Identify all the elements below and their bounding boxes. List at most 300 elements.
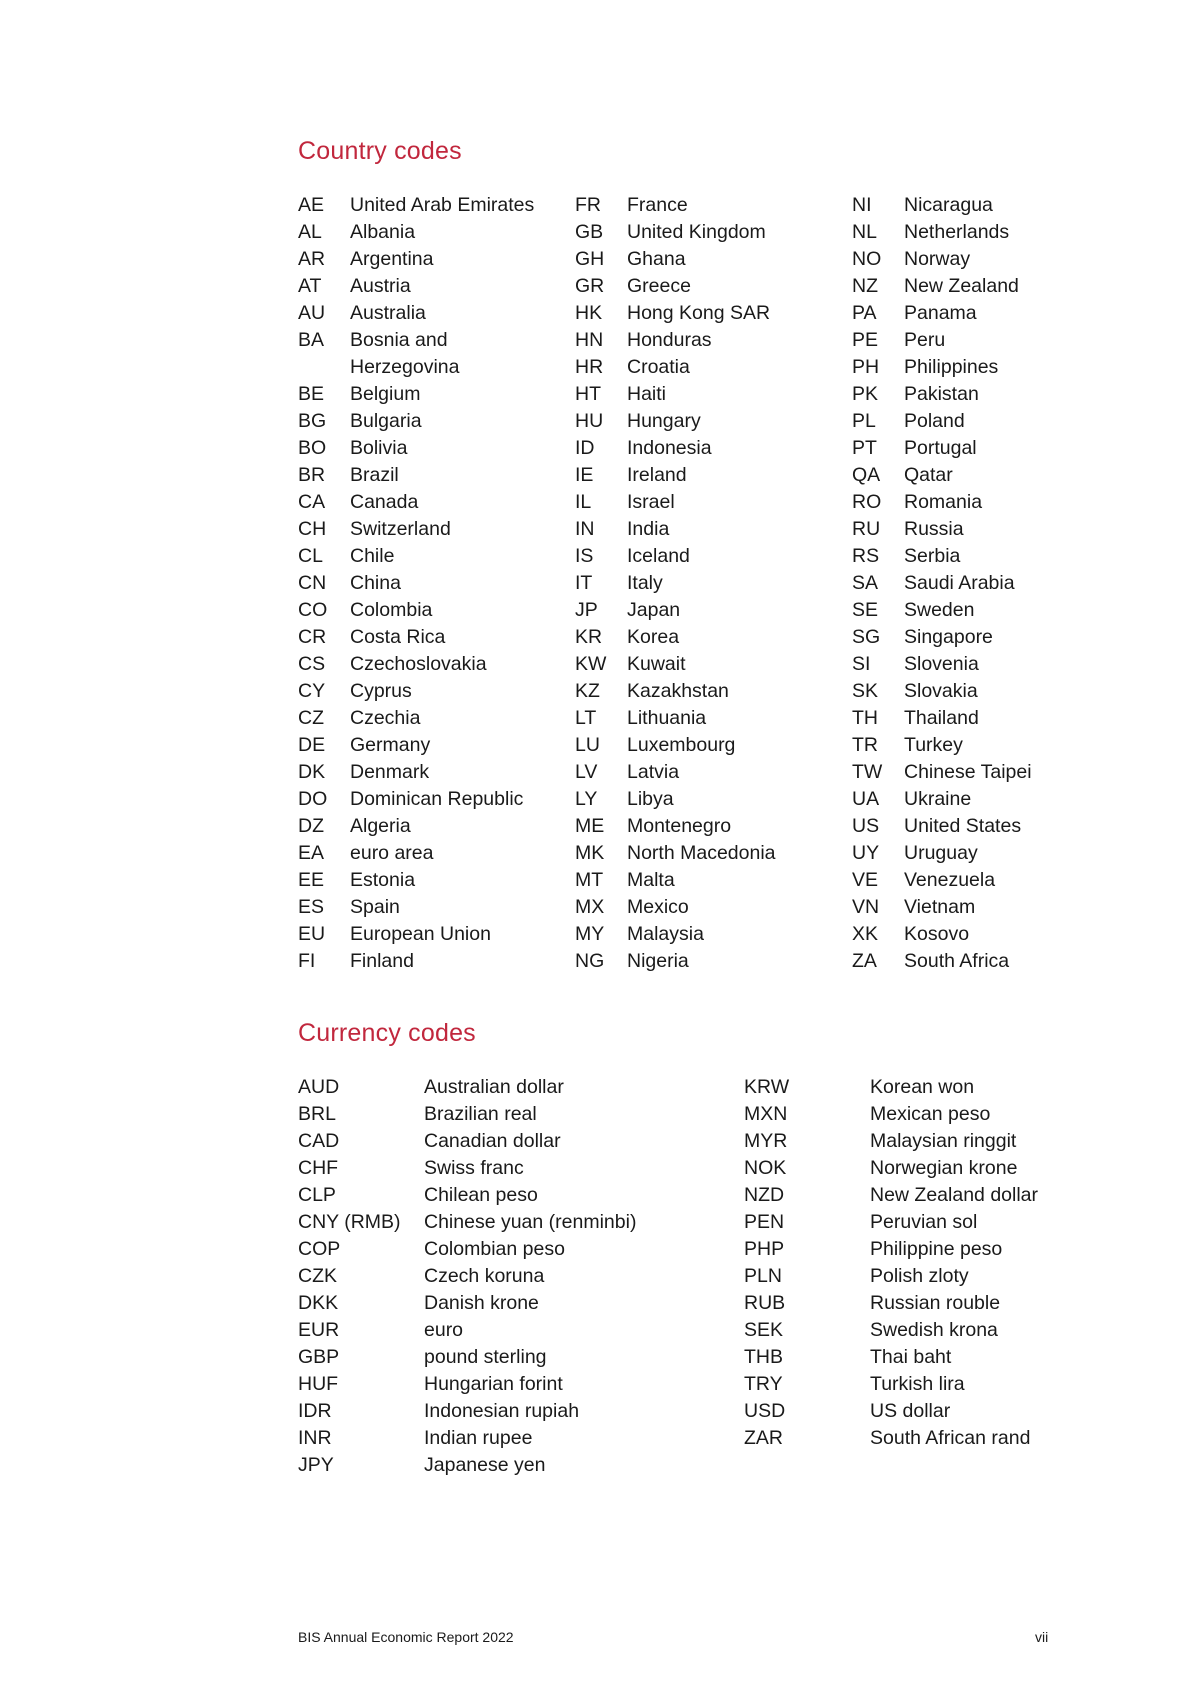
country-name [350, 840, 433, 867]
currency-entry [744, 1263, 1144, 1290]
country-code: CS [298, 653, 326, 675]
country-code: RU [852, 518, 881, 540]
currency-name [424, 1263, 544, 1290]
country-code: NZ [852, 275, 878, 297]
country-entry [298, 732, 558, 759]
country-code: KZ [575, 680, 600, 702]
country-entry [298, 813, 558, 840]
country-entry [852, 435, 1112, 462]
currency-name [424, 1074, 564, 1101]
country-code: TW [852, 761, 883, 783]
currency-name-line: Russian rouble [870, 1292, 1001, 1314]
currency-name-line: Indonesian rupiah [424, 1400, 580, 1422]
country-name-line: Romania [904, 491, 983, 513]
currency-name [424, 1344, 547, 1371]
country-entry [852, 300, 1112, 327]
currency-name [870, 1290, 1000, 1317]
country-name-line: Lithuania [627, 707, 707, 729]
currency-code: NZD [744, 1184, 785, 1206]
country-name [350, 867, 415, 894]
country-name-line: Germany [350, 734, 431, 756]
country-code: PT [852, 437, 877, 459]
country-code: CO [298, 599, 328, 621]
country-entry [575, 219, 835, 246]
country-entry [852, 246, 1112, 273]
country-name [904, 462, 953, 489]
currency-code: AUD [298, 1076, 340, 1098]
country-code: HR [575, 356, 604, 378]
currency-name [870, 1317, 998, 1344]
country-name [627, 273, 691, 300]
currency-codes-column-2 [744, 1074, 1144, 1452]
footer-report-title: BIS Annual Economic Report 2022 [298, 1629, 514, 1645]
currency-name-line: pound sterling [424, 1346, 547, 1368]
currency-name [870, 1128, 1016, 1155]
country-entry [575, 759, 835, 786]
country-name-line: Venezuela [904, 869, 996, 891]
currency-code: IDR [298, 1400, 332, 1422]
country-name [904, 651, 979, 678]
country-code: BR [298, 464, 326, 486]
country-entry [298, 651, 558, 678]
country-name-line: Qatar [904, 464, 953, 486]
country-name [350, 408, 422, 435]
country-name [627, 246, 686, 273]
country-entry [298, 597, 558, 624]
currency-name [424, 1425, 532, 1452]
currency-name-line: New Zealand dollar [870, 1184, 1039, 1206]
country-name-line: Costa Rica [350, 626, 446, 648]
country-name-line: Serbia [904, 545, 961, 567]
currency-entry [298, 1236, 698, 1263]
country-name-line: Bosnia and [350, 329, 448, 351]
country-code: AL [298, 221, 322, 243]
currency-code: CNY (RMB) [298, 1211, 401, 1233]
currency-name [424, 1290, 539, 1317]
country-name [627, 300, 770, 327]
country-code: EE [298, 869, 325, 891]
country-name-line: Belgium [350, 383, 421, 405]
currency-code: CZK [298, 1265, 337, 1287]
currency-name [870, 1101, 990, 1128]
country-name [627, 435, 712, 462]
country-name-line: Kosovo [904, 923, 970, 945]
country-entry [575, 381, 835, 408]
country-name [904, 597, 974, 624]
currency-entry [744, 1236, 1144, 1263]
country-name-line: Poland [904, 410, 965, 432]
country-entry [575, 300, 835, 327]
country-name [350, 948, 414, 975]
country-code: PK [852, 383, 879, 405]
country-code: RO [852, 491, 882, 513]
currency-code: INR [298, 1427, 332, 1449]
country-entry [852, 516, 1112, 543]
country-code: NL [852, 221, 877, 243]
country-entry [298, 300, 558, 327]
country-name [350, 327, 459, 381]
country-name-line: North Macedonia [627, 842, 776, 864]
country-name [350, 624, 445, 651]
country-entry [852, 813, 1112, 840]
country-code: PA [852, 302, 877, 324]
country-entry [852, 624, 1112, 651]
currency-name-line: Canadian dollar [424, 1130, 561, 1152]
currency-name [870, 1182, 1038, 1209]
country-name-line: India [627, 518, 670, 540]
country-name [627, 813, 731, 840]
country-code: AT [298, 275, 322, 297]
country-name [627, 948, 689, 975]
country-code: LT [575, 707, 597, 729]
currency-name-line: Thai baht [870, 1346, 952, 1368]
currency-code: CHF [298, 1157, 339, 1179]
country-entry [298, 786, 558, 813]
country-code: CH [298, 518, 327, 540]
country-code: DE [298, 734, 326, 756]
currency-entry [744, 1425, 1144, 1452]
country-entry [298, 570, 558, 597]
country-name-line: Peru [904, 329, 946, 351]
currency-name [424, 1317, 463, 1344]
country-entry [852, 651, 1112, 678]
country-entry [298, 516, 558, 543]
country-name [350, 759, 429, 786]
country-code: IL [575, 491, 592, 513]
currency-name-line: Chinese yuan (renminbi) [424, 1211, 637, 1233]
country-name-line: Finland [350, 950, 414, 972]
country-name [627, 570, 663, 597]
currency-name [424, 1371, 563, 1398]
country-name [904, 327, 945, 354]
country-code: HT [575, 383, 601, 405]
country-name-line: Japan [627, 599, 681, 621]
country-code: AE [298, 194, 325, 216]
country-name [350, 651, 487, 678]
currency-name-line: Brazilian real [424, 1103, 537, 1125]
country-name-line: Argentina [350, 248, 434, 270]
country-entry [298, 219, 558, 246]
country-name-line: France [627, 194, 688, 216]
country-name-line: Herzegovina [350, 356, 460, 378]
country-name [904, 705, 979, 732]
currency-code: PHP [744, 1238, 785, 1260]
country-entry [575, 705, 835, 732]
country-entry [575, 651, 835, 678]
country-entry [852, 354, 1112, 381]
country-entry [575, 273, 835, 300]
country-name [350, 300, 426, 327]
country-name [904, 624, 993, 651]
country-code: HU [575, 410, 604, 432]
country-entry [575, 732, 835, 759]
currency-name [870, 1371, 965, 1398]
country-name-line: Slovenia [904, 653, 979, 675]
country-entry [575, 813, 835, 840]
country-code: NG [575, 950, 605, 972]
country-code: BG [298, 410, 327, 432]
country-name [350, 813, 411, 840]
country-name-line: Saudi Arabia [904, 572, 1015, 594]
country-codes-column-1 [298, 192, 558, 975]
currency-entry [744, 1128, 1144, 1155]
country-name [627, 192, 688, 219]
currency-name-line: Australian dollar [424, 1076, 564, 1098]
country-entry [852, 894, 1112, 921]
country-name [627, 489, 675, 516]
country-name [350, 894, 400, 921]
country-code: ZA [852, 950, 877, 972]
country-name [904, 381, 979, 408]
country-name-line: Haiti [627, 383, 667, 405]
currency-name-line: Chilean peso [424, 1184, 538, 1206]
currency-codes-heading: Currency codes [298, 1019, 476, 1047]
country-entry [298, 759, 558, 786]
currency-name [870, 1263, 969, 1290]
country-code: MT [575, 869, 604, 891]
country-entry [575, 948, 835, 975]
country-name-line: South Africa [904, 950, 1010, 972]
currency-entry [744, 1371, 1144, 1398]
country-name [627, 327, 712, 354]
currency-name-line: Swedish krona [870, 1319, 998, 1341]
country-code: SE [852, 599, 879, 621]
currency-code: THB [744, 1346, 783, 1368]
country-name-line: Hong Kong SAR [627, 302, 771, 324]
country-code: AR [298, 248, 326, 270]
currency-entry [744, 1209, 1144, 1236]
country-name [627, 678, 729, 705]
country-name [350, 192, 534, 219]
currency-code: CLP [298, 1184, 336, 1206]
currency-code: BRL [298, 1103, 336, 1125]
country-code: UY [852, 842, 880, 864]
country-entry [298, 894, 558, 921]
country-entry [852, 327, 1112, 354]
country-name [904, 921, 969, 948]
country-name-line: Chinese Taipei [904, 761, 1032, 783]
country-code: SG [852, 626, 881, 648]
country-name-line: Nicaragua [904, 194, 993, 216]
country-name-line: Australia [350, 302, 426, 324]
currency-name-line: Peruvian sol [870, 1211, 978, 1233]
currency-entry [298, 1182, 698, 1209]
country-name [904, 246, 970, 273]
country-code: TR [852, 734, 878, 756]
country-entry [575, 543, 835, 570]
currency-name [424, 1236, 565, 1263]
country-code: DK [298, 761, 326, 783]
country-name-line: Switzerland [350, 518, 451, 540]
country-code: KW [575, 653, 607, 675]
country-name [350, 273, 411, 300]
currency-entry [744, 1398, 1144, 1425]
country-name [627, 786, 674, 813]
country-code: DO [298, 788, 328, 810]
country-code: AU [298, 302, 326, 324]
currency-name-line: Indian rupee [424, 1427, 533, 1449]
country-name [627, 759, 679, 786]
currency-name-line: Polish zloty [870, 1265, 969, 1287]
country-name [627, 354, 690, 381]
currency-name-line: Malaysian ringgit [870, 1130, 1017, 1152]
country-name-line: Estonia [350, 869, 416, 891]
country-name-line: Ireland [627, 464, 687, 486]
country-entry [575, 192, 835, 219]
country-name [627, 840, 776, 867]
country-name [627, 543, 690, 570]
country-entry [852, 840, 1112, 867]
country-code: FI [298, 950, 316, 972]
country-name-line: Nigeria [627, 950, 689, 972]
country-entry [852, 867, 1112, 894]
country-name-line: New Zealand [904, 275, 1019, 297]
country-code: UA [852, 788, 880, 810]
currency-code: COP [298, 1238, 341, 1260]
country-name [904, 219, 1009, 246]
country-name [350, 597, 432, 624]
country-name-line: Latvia [627, 761, 680, 783]
country-name [904, 408, 965, 435]
country-name-line: Brazil [350, 464, 399, 486]
currency-name-line: Colombian peso [424, 1238, 565, 1260]
country-name [350, 705, 420, 732]
country-code: FR [575, 194, 601, 216]
country-code: BA [298, 329, 325, 351]
country-name-line: Canada [350, 491, 419, 513]
currency-name [870, 1425, 1030, 1452]
country-name-line: Russia [904, 518, 964, 540]
country-entry [575, 408, 835, 435]
country-name-line: Iceland [627, 545, 690, 567]
country-name [350, 489, 418, 516]
currency-entry [298, 1128, 698, 1155]
currency-code: MYR [744, 1130, 788, 1152]
country-entry [575, 570, 835, 597]
country-code: HN [575, 329, 604, 351]
country-code: ES [298, 896, 325, 918]
country-entry [852, 597, 1112, 624]
country-name [904, 489, 982, 516]
currency-entry [298, 1317, 698, 1344]
country-name-line: China [350, 572, 401, 594]
country-name-line: Montenegro [627, 815, 732, 837]
currency-name-line: US dollar [870, 1400, 951, 1422]
country-name [904, 732, 963, 759]
currency-name [424, 1209, 636, 1236]
currency-name [424, 1128, 561, 1155]
currency-code: KRW [744, 1076, 790, 1098]
country-code: GB [575, 221, 604, 243]
country-entry [298, 192, 558, 219]
country-name-line: Greece [627, 275, 691, 297]
currency-code: MXN [744, 1103, 788, 1125]
country-name-line: United States [904, 815, 1022, 837]
country-name [627, 921, 704, 948]
country-name [627, 462, 687, 489]
currency-name [870, 1074, 974, 1101]
currency-entry [298, 1398, 698, 1425]
country-code: HK [575, 302, 603, 324]
country-code: GH [575, 248, 605, 270]
currency-name-line: Mexican peso [870, 1103, 991, 1125]
currency-entry [298, 1344, 698, 1371]
country-name [904, 435, 977, 462]
currency-name [870, 1155, 1017, 1182]
country-name-line: Malaysia [627, 923, 704, 945]
country-name-line: Cyprus [350, 680, 412, 702]
country-code: GR [575, 275, 605, 297]
country-entry [298, 948, 558, 975]
country-name-line: Vietnam [904, 896, 976, 918]
country-entry [298, 246, 558, 273]
country-code: US [852, 815, 880, 837]
country-name-line: Czechia [350, 707, 421, 729]
country-entry [575, 894, 835, 921]
country-code: CA [298, 491, 326, 513]
country-entry [852, 732, 1112, 759]
country-name [904, 516, 964, 543]
currency-name-line: Turkish lira [870, 1373, 965, 1395]
currency-name [870, 1398, 950, 1425]
country-entry [575, 678, 835, 705]
currency-name-line: Philippine peso [870, 1238, 1003, 1260]
currency-name-line: Swiss franc [424, 1157, 524, 1179]
country-name [627, 732, 735, 759]
country-entry [575, 462, 835, 489]
country-entry [298, 705, 558, 732]
currency-code: TRY [744, 1373, 783, 1395]
country-name-line: European Union [350, 923, 491, 945]
country-code: EA [298, 842, 325, 864]
currency-entry [298, 1263, 698, 1290]
country-name-line: Norway [904, 248, 971, 270]
country-entry [298, 381, 558, 408]
country-name [627, 408, 701, 435]
country-name [350, 732, 430, 759]
country-name-line: Israel [627, 491, 675, 513]
country-entry [298, 921, 558, 948]
country-name-line: Slovakia [904, 680, 978, 702]
country-name-line: Malta [627, 869, 675, 891]
currency-code: CAD [298, 1130, 340, 1152]
currency-entry [298, 1074, 698, 1101]
country-name [350, 246, 433, 273]
country-name-line: Mexico [627, 896, 689, 918]
country-name-line: Ukraine [904, 788, 972, 810]
country-name [904, 192, 993, 219]
country-entry [575, 786, 835, 813]
country-name-line: Dominican Republic [350, 788, 524, 810]
currency-entry [744, 1101, 1144, 1128]
country-code: DZ [298, 815, 324, 837]
country-entry [575, 489, 835, 516]
country-entry [852, 948, 1112, 975]
country-name-line: Chile [350, 545, 395, 567]
country-entry [298, 408, 558, 435]
country-name-line: Denmark [350, 761, 430, 783]
country-code: CY [298, 680, 326, 702]
country-name [904, 948, 1009, 975]
currency-entry [744, 1344, 1144, 1371]
country-name-line: Uruguay [904, 842, 978, 864]
country-entry [575, 246, 835, 273]
country-name [627, 381, 666, 408]
country-name-line: Pakistan [904, 383, 979, 405]
currency-name-line: Norwegian krone [870, 1157, 1018, 1179]
country-code: LV [575, 761, 598, 783]
country-name-line: Czechoslovakia [350, 653, 487, 675]
